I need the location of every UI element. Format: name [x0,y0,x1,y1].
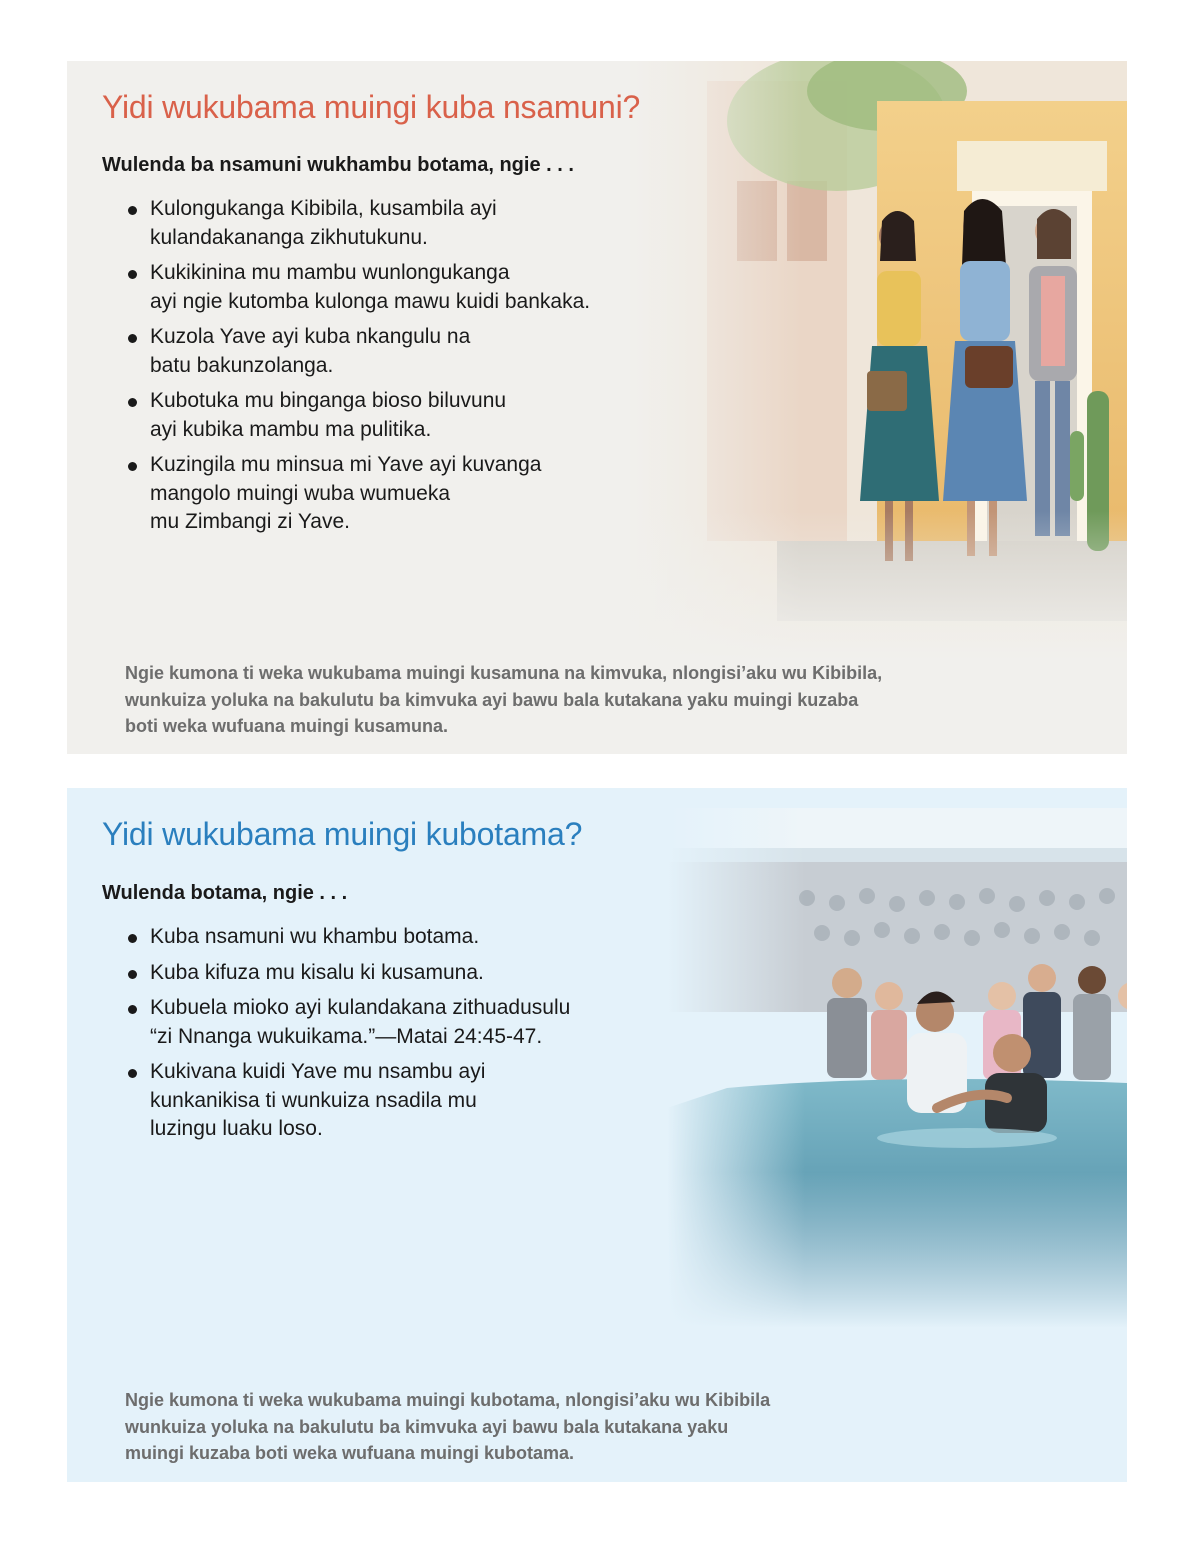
list-item [124,259,644,316]
bullet-icon [128,934,137,943]
list-item [124,323,644,380]
list-item [124,959,644,988]
bullet-icon [128,1005,137,1014]
list-item-line: Kuba nsamuni wu khambu botama. [150,925,480,948]
list-item-line: Kuzingila mu minsua mi Yave ayi kuvanga [150,453,542,476]
list-item [124,195,644,252]
list-item-line: ayi kubika mambu ma pulitika. [150,417,432,441]
section-heading: Yidi wukubama muingi kubotama? [102,816,583,852]
list-item-line: Kukikinina mu mambu wunlongukanga [150,261,510,284]
baptism-pool-illustration [667,808,1127,1328]
publisher-section [67,61,1127,754]
section-heading: Yidi wukubama muingi kuba nsamuni? [102,89,641,125]
list-item-line: ayi ngie kutomba kulonga mawu kuidi bankaka. [150,289,591,313]
list-item-line: Kubotuka mu binganga bioso biluvunu [150,389,507,412]
list-item-line: mu Zimbangi zi Yave. [150,510,350,533]
bullet-icon [128,462,137,471]
preaching-door-illustration [627,61,1127,661]
section-lead: Wulenda ba nsamuni wukhambu botama, ngie . . . [102,154,574,176]
baptism-section [67,788,1127,1482]
list-item-line: Kukivana kuidi Yave mu nsambu ayi [150,1060,486,1083]
list-item-line: Kuba kifuza mu kisalu ki kusamuna. [150,960,484,984]
list-item [124,994,644,1051]
list-item [124,451,644,537]
note-line: wunkuiza yoluka na bakulutu ba kimvuka ayi bawu bala kutakana yaku [125,1416,729,1437]
list-item-line: kulandakananga zikhutukunu. [150,225,428,249]
requirements-list [124,195,644,544]
list-item [124,923,644,952]
bullet-icon [128,206,137,215]
list-item-line: luzingu luaku loso. [150,1117,323,1140]
bullet-icon [128,1069,137,1078]
list-item-line: Kubuela mioko ayi kulandakana zithuadusulu [150,996,571,1019]
bullet-icon [128,334,137,343]
list-item-line: kunkanikisa ti wunkuiza nsadila mu [150,1088,477,1112]
section-lead: Wulenda botama, ngie . . . [102,882,348,904]
list-item-line: “zi Nnanga wukuikama.”—Matai 24:45-47. [150,1024,543,1048]
bullet-icon [128,970,137,979]
list-item [124,387,644,444]
list-item [124,1058,644,1144]
note-line: boti weka wufuana muingi kusamuna. [125,716,449,736]
note-line: muingi kuzaba boti weka wufuana muingi kubotama. [125,1443,575,1463]
section-note [125,660,975,740]
list-item-line: Kuzola Yave ayi kuba nkangulu na [150,325,471,348]
note-line: wunkuiza yoluka na bakulutu ba kimvuka ayi bawu bala kutakana yaku muingi kuzaba [125,689,859,710]
note-line: Ngie kumona ti weka wukubama muingi kusamuna na kimvuka, nlongisi’aku wu Kibibila, [125,663,883,683]
list-item-line: batu bakunzolanga. [150,353,334,377]
section-note [125,1387,975,1467]
list-item-line: mangolo muingi wuba wumueka [150,481,450,505]
bullet-icon [128,270,137,279]
note-line: Ngie kumona ti weka wukubama muingi kubotama, nlongisi’aku wu Kibibila [125,1390,771,1410]
requirements-list [124,923,644,1151]
list-item-line: Kulongukanga Kibibila, kusambila ayi [150,197,497,220]
bullet-icon [128,398,137,407]
